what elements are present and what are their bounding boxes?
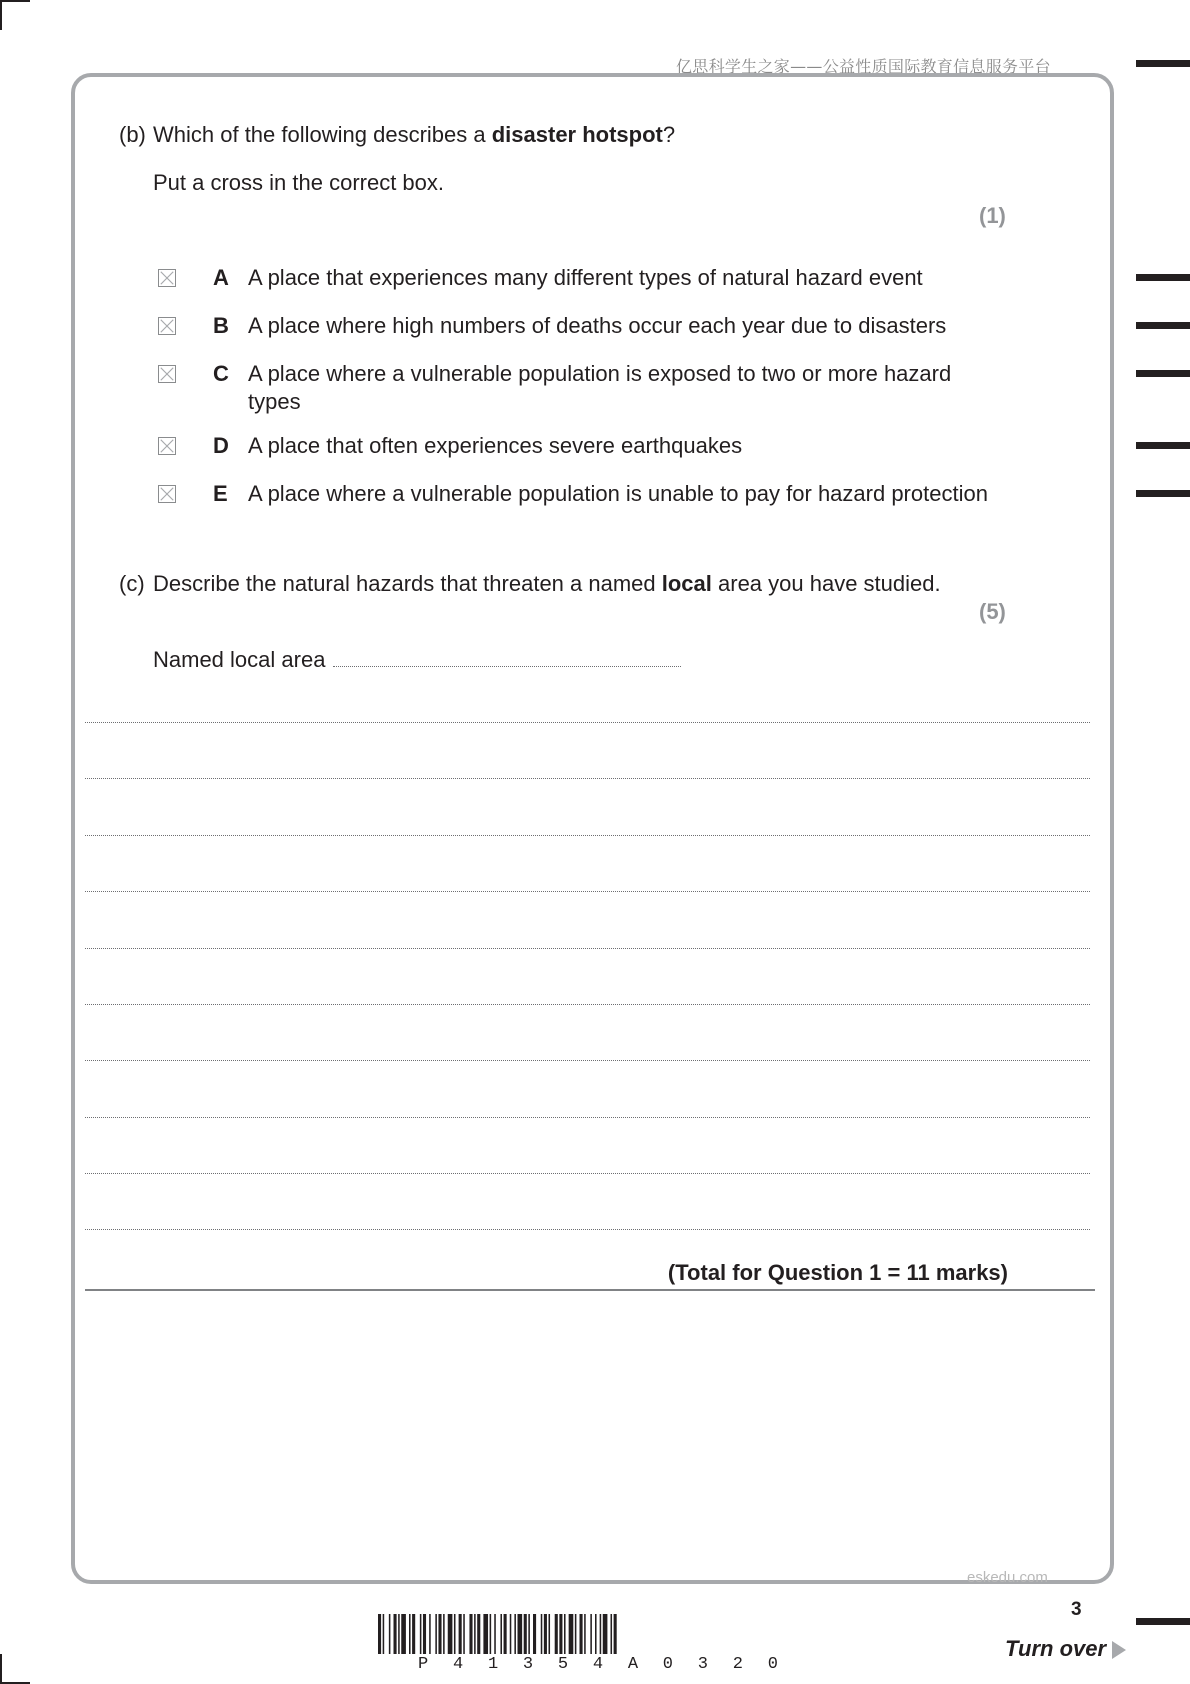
barcode-bar	[378, 1614, 381, 1654]
crop-mark	[0, 0, 2, 30]
named-area-answer-line[interactable]	[333, 666, 681, 667]
edge-tick	[1136, 442, 1190, 449]
barcode-bar	[389, 1614, 391, 1654]
turn-over-arrow-icon	[1112, 1641, 1126, 1659]
answer-line[interactable]	[85, 722, 1090, 723]
barcode-bar	[603, 1614, 608, 1654]
barcode-bar	[490, 1614, 492, 1654]
option-letter: C	[213, 361, 229, 386]
page-number: 3	[1071, 1599, 1082, 1620]
edge-tick	[1136, 1618, 1190, 1625]
edge-tick	[1136, 370, 1190, 377]
barcode-bar	[549, 1614, 551, 1654]
option-text: A place where high numbers of deaths occur each year due to disasters	[248, 313, 947, 338]
answer-line[interactable]	[85, 1229, 1090, 1230]
barcode-bar	[394, 1614, 397, 1654]
barcode-bar	[412, 1614, 415, 1654]
answer-line[interactable]	[85, 778, 1090, 779]
barcode-bar	[474, 1614, 476, 1654]
answer-line[interactable]	[85, 1173, 1090, 1174]
option-text: A place where a vulnerable population is exposed to two or more hazard types	[248, 361, 952, 414]
footer-watermark: eskedu.com	[967, 1569, 1048, 1586]
barcode-bar	[438, 1614, 441, 1654]
part-c-marks: (5)	[979, 599, 1006, 624]
barcode-char: 2	[732, 1655, 743, 1674]
barcode-bar	[500, 1614, 502, 1654]
answer-checkbox-a[interactable]	[158, 269, 176, 287]
barcode-bar	[541, 1614, 543, 1654]
barcode-bar	[533, 1614, 536, 1654]
option-text: A place where a vulnerable population is unable to pay for hazard protection	[248, 481, 988, 506]
barcode-bar	[383, 1614, 385, 1654]
part-b-marks: (1)	[979, 203, 1006, 228]
barcode-bar	[559, 1614, 562, 1654]
barcode-bar	[564, 1614, 566, 1654]
barcode-bar	[614, 1614, 617, 1654]
barcode-bar	[528, 1614, 530, 1654]
option-letter: E	[213, 481, 228, 506]
barcode-bar	[600, 1614, 602, 1654]
barcode-bar	[504, 1614, 507, 1654]
answer-checkbox-e[interactable]	[158, 485, 176, 503]
answer-line[interactable]	[85, 1117, 1090, 1118]
answer-line[interactable]	[85, 835, 1090, 836]
barcode-char: 4	[452, 1655, 464, 1674]
barcode-bar	[544, 1614, 547, 1654]
barcode-bar	[420, 1614, 422, 1654]
barcode-bar	[580, 1614, 583, 1654]
total-divider	[85, 1289, 1095, 1291]
answer-line[interactable]	[85, 891, 1090, 892]
part-b-instruction: Put a cross in the correct box.	[153, 170, 445, 195]
answer-line[interactable]	[85, 948, 1090, 949]
barcode-bar	[401, 1614, 406, 1654]
answer-checkbox-b[interactable]	[158, 317, 176, 335]
header-watermark: 亿思科学生之家——公益性质国际教育信息服务平台	[676, 57, 1051, 76]
barcode-bar	[435, 1614, 437, 1654]
option-text: A place that often experiences severe earthquakes	[248, 433, 743, 458]
barcode-char: 5	[557, 1655, 569, 1674]
barcode-char: 1	[487, 1655, 499, 1674]
edge-tick	[1136, 322, 1190, 329]
turn-over-label: Turn over	[1005, 1636, 1107, 1661]
crop-mark	[0, 1654, 2, 1684]
part-b-label: (b)	[119, 122, 146, 147]
edge-tick	[1136, 274, 1190, 281]
barcode	[378, 1614, 810, 1654]
barcode-bar	[483, 1614, 488, 1654]
barcode-char: 0	[767, 1655, 778, 1674]
barcode-bar	[590, 1614, 592, 1654]
barcode-bar	[409, 1614, 411, 1654]
barcode-bar	[575, 1614, 577, 1654]
barcode-text	[418, 1655, 778, 1674]
barcode-bar	[469, 1614, 472, 1654]
question-total: (Total for Question 1 = 11 marks)	[667, 1260, 1008, 1285]
option-letter: D	[213, 433, 229, 458]
answer-checkbox-c[interactable]	[158, 365, 176, 383]
edge-tick	[1136, 490, 1190, 497]
edge-tick	[1136, 60, 1190, 67]
barcode-bar	[524, 1614, 527, 1654]
option-text: A place that experiences many different types of natural hazard event	[248, 265, 923, 290]
option-letter: B	[213, 313, 229, 338]
barcode-bar	[518, 1614, 523, 1654]
barcode-char: 3	[697, 1655, 708, 1674]
barcode-bar	[555, 1614, 558, 1654]
barcode-bar	[459, 1614, 462, 1654]
answer-line[interactable]	[85, 1060, 1090, 1061]
barcode-bar	[514, 1614, 516, 1654]
barcode-bar	[463, 1614, 465, 1654]
barcode-bar	[477, 1614, 480, 1654]
barcode-bar	[595, 1614, 597, 1654]
barcode-char: A	[627, 1655, 639, 1674]
answer-checkbox-d[interactable]	[158, 437, 176, 455]
barcode-bar	[569, 1614, 574, 1654]
barcode-bar	[494, 1614, 496, 1654]
barcode-char: 3	[522, 1655, 534, 1674]
barcode-char: 4	[592, 1655, 604, 1674]
part-b-question: Which of the following describes a disaster hotspot?	[153, 122, 676, 147]
barcode-bar	[510, 1614, 512, 1654]
option-letter: A	[213, 265, 229, 290]
barcode-bar	[429, 1614, 431, 1654]
barcode-bar	[454, 1614, 456, 1654]
barcode-bar	[423, 1614, 426, 1654]
question-frame	[71, 73, 1114, 1584]
barcode-bar	[398, 1614, 400, 1654]
barcode-bar	[584, 1614, 586, 1654]
part-c-label: (c)	[119, 571, 145, 596]
barcode-char: P	[418, 1655, 429, 1674]
answer-line[interactable]	[85, 1004, 1090, 1005]
part-c-question: Describe the natural hazards that threaten a named local area you have studied.	[153, 571, 941, 596]
barcode-bar	[611, 1614, 613, 1654]
barcode-bar	[443, 1614, 445, 1654]
barcode-char: 0	[662, 1655, 673, 1674]
crop-mark	[0, 0, 30, 2]
named-area-label: Named local area	[153, 647, 326, 672]
barcode-bar	[448, 1614, 453, 1654]
